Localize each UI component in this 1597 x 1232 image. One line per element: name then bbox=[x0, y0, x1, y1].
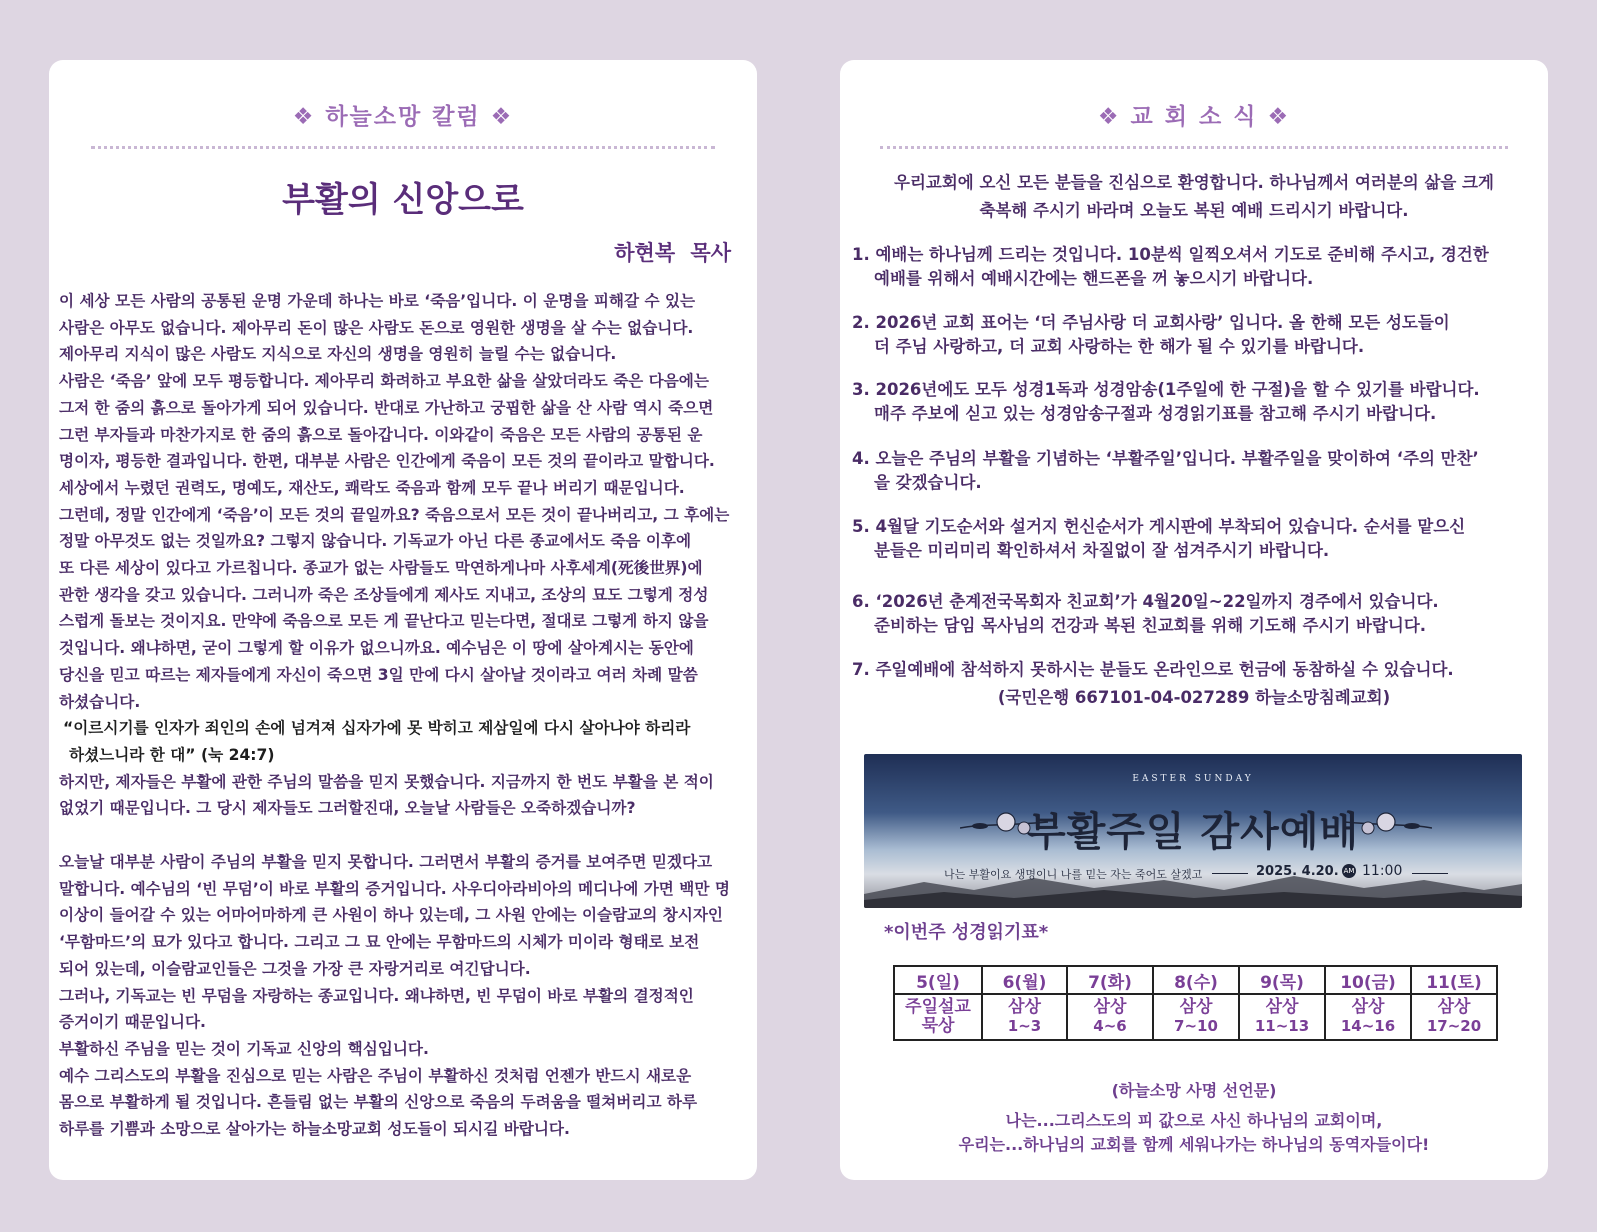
column-heading: ❖ 하늘소망 칼럼 ❖ bbox=[292, 104, 514, 130]
body-line: 되어 있는데, 이슬람교인들은 그것을 가장 큰 자랑거리로 여긴답니다. bbox=[59, 959, 531, 978]
day-cell: 10(금) bbox=[1325, 966, 1411, 994]
body-line: 당신을 믿고 따르는 제자들에게 자신이 죽으면 3일 만에 다시 살아날 것이라고 여러 차례 말씀 bbox=[59, 665, 698, 684]
offering-account: (국민은행 667101-04-027289 하늘소망침례교회) bbox=[997, 688, 1391, 707]
day-cell: 11(토) bbox=[1411, 966, 1497, 994]
mission-statement-line: 나는...그리스도의 피 값으로 사신 하나님의 교회이며, bbox=[1005, 1111, 1383, 1130]
easter-banner bbox=[864, 754, 1522, 908]
notice-item-5: 5. 4월달 기도순서와 설거지 헌신순서가 게시판에 부착되어 있습니다. 순서를 맡으신 분들은 미리미리 확인하셔서 차질없이 잘 섬겨주시기 바랍니다. bbox=[852, 517, 1466, 560]
mission-statement-title: (하늘소망 사명 선언문) bbox=[1111, 1081, 1277, 1100]
reading-cell: 삼상 11~13 bbox=[1239, 994, 1325, 1040]
body-line: 스럽게 돌보는 것이지요. 만약에 죽음으로 모든 게 끝난다고 믿는다면, 절대로 그렇게 하지 않을 bbox=[59, 612, 709, 631]
day-cell: 7(화) bbox=[1067, 966, 1153, 994]
reading-cell: 삼상 7~10 bbox=[1153, 994, 1239, 1040]
body-line: 명이자, 평등한 결과입니다. 한편, 대부분 사람은 인간에게 죽음이 모든 것의 끝이라고 말합니다. bbox=[59, 452, 715, 471]
body-line: 예수 그리스도의 부활을 진심으로 믿는 사람은 주님이 부활하신 것처럼 언젠가 반드시 새로운 bbox=[59, 1066, 692, 1085]
news-heading: ❖ 교 회 소 식 ❖ bbox=[1097, 104, 1291, 130]
day-cell: 8(수) bbox=[1153, 966, 1239, 994]
notice-item-7: 7. 주일예배에 참석하지 못하시는 분들도 온라인으로 헌금에 동참하실 수 있습니다. bbox=[852, 660, 1454, 679]
body-line: 부활하신 주님을 믿는 것이 기독교 신앙의 핵심입니다. bbox=[59, 1039, 429, 1058]
banner-eyebrow: EASTER SUNDAY bbox=[1132, 774, 1254, 784]
reading-cell: 삼상 1~3 bbox=[982, 994, 1067, 1040]
notice-item-2: 2. 2026년 교회 표어는 ‘더 주님사랑 더 교회사랑’ 입니다. 올 한해 모든 성도들이 더 주님 사랑하고, 더 교회 사랑하는 한 해가 될 수 있기를 바랍니다. bbox=[852, 313, 1450, 356]
body-line: 세상에서 누렸던 권력도, 명예도, 재산도, 쾌락도 죽음과 함께 모두 끝나 버리기 때문입니다. bbox=[59, 478, 685, 497]
body-line: 하루를 기쁨과 소망으로 살아가는 하늘소망교회 성도들이 되시길 바랍니다. bbox=[59, 1120, 570, 1139]
column-title: 부활의 신앙으로 bbox=[282, 180, 524, 220]
day-cell: 5(일) bbox=[894, 966, 982, 994]
day-cell: 9(목) bbox=[1239, 966, 1325, 994]
scripture-quote: 하셨느니라 한 대” (눅 24:7) bbox=[69, 745, 275, 764]
body-line: 사람은 아무도 없습니다. 제아무리 돈이 많은 사람도 돈으로 영원한 생명을 살 수는 없습니다. bbox=[59, 318, 694, 337]
notice-item-6: 6. ‘2026년 춘계전국목회자 친교회’가 4월20일~22일까지 경주에서 있습니다. 준비하는 담임 목사님의 건강과 복된 친교회를 위해 기도해 주시기 바랍니다. bbox=[852, 592, 1439, 635]
notice-item-4: 4. 오늘은 주님의 부활을 기념하는 ‘부활주일’입니다. 부활주일을 맞이하여 ‘주의 만찬’ 을 갖겠습니다. bbox=[852, 449, 1479, 492]
body-line: 또 다른 세상이 있다고 가르칩니다. 종교가 없는 사람들도 막연하게나마 사후세계(死後世界)에 bbox=[59, 559, 703, 578]
divider bbox=[880, 146, 1508, 149]
reading-table-title: *이번주 성경읽기표* bbox=[884, 922, 1049, 943]
banner-date: 2025. 4.20. bbox=[1256, 864, 1339, 879]
body-line: 그런데, 정말 인간에게 ‘죽음’이 모든 것의 끝일까요? 죽음으로서 모든 것이 끝나버리고, 그 후에는 bbox=[59, 505, 730, 524]
body-line: 제아무리 지식이 많은 사람도 지식으로 자신의 생명을 영원히 늘릴 수는 없습니다. bbox=[59, 345, 617, 364]
column-panel bbox=[49, 60, 757, 1180]
news-panel bbox=[840, 60, 1548, 1180]
column-body bbox=[59, 288, 751, 1143]
reading-cell: 삼상 14~16 bbox=[1325, 994, 1411, 1040]
body-line: 그저 한 줌의 흙으로 돌아가게 되어 있습니다. 반대로 가난하고 궁핍한 삶을 산 사람 역시 죽으면 bbox=[59, 398, 714, 417]
body-line: 이상이 들어갈 수 있는 어마어마하게 큰 사원이 하나 있는데, 그 사원 안에는 이슬람교의 창시자인 bbox=[59, 906, 723, 925]
banner-time: 11:00 bbox=[1362, 863, 1403, 879]
body-line: 하지만, 제자들은 부활에 관한 주님의 말씀을 믿지 못했습니다. 지금까지 한 번도 부활을 본 적이 bbox=[59, 772, 714, 791]
body-line: 사람은 ‘죽음’ 앞에 모두 평등합니다. 제아무리 화려하고 부요한 삶을 살았더라도 죽은 다음에는 bbox=[59, 372, 709, 391]
bible-reading-table bbox=[893, 965, 1498, 1041]
banner-rule bbox=[1212, 873, 1248, 874]
body-line: 정말 아무것도 없는 것일까요? 그렇지 않습니다. 기독교가 아닌 다른 종교에서도 죽음 이후에 bbox=[59, 532, 692, 551]
body-line: 하셨습니다. bbox=[59, 692, 141, 711]
body-line: 것입니다. 왜냐하면, 굳이 그렇게 할 이유가 없으니까요. 예수님은 이 땅에 살아계시는 동안에 bbox=[59, 639, 694, 658]
banner-rule bbox=[1412, 873, 1448, 874]
body-line: 몸으로 부활하게 될 것입니다. 흔들림 없는 부활의 신앙으로 죽음의 두려움을 떨쳐버리고 하루 bbox=[59, 1093, 698, 1112]
mission-statement-line: 우리는...하나님의 교회를 함께 세워나가는 하나님의 동역자들이다! bbox=[958, 1135, 1430, 1154]
body-line: 그러나, 기독교는 빈 무덤을 자랑하는 종교입니다. 왜냐하면, 빈 무덤이 바로 부활의 결정적인 bbox=[59, 986, 694, 1005]
body-line: 관한 생각을 갖고 있습니다. 그러니까 죽은 조상들에게 제사도 지내고, 조상의 묘도 그렇게 정성 bbox=[59, 585, 709, 604]
divider bbox=[91, 146, 715, 149]
body-line: 말합니다. 예수님의 ‘빈 무덤’이 바로 부활의 증거입니다. 사우디아라비아의 메디나에 가면 백만 명 bbox=[59, 879, 730, 898]
column-author: 하현복 목사 bbox=[614, 241, 731, 265]
notice-item-3: 3. 2026년에도 모두 성경1독과 성경암송(1주일에 한 구절)을 할 수 있기를 바랍니다. 매주 주보에 싣고 있는 성경암송구절과 성경읽기표를 참고해 주시기 바랍니다. bbox=[852, 380, 1480, 423]
body-line: 그런 부자들과 마찬가지로 한 줌의 흙으로 돌아갑니다. 이와같이 죽음은 모든 사람의 공통된 운 bbox=[59, 425, 703, 444]
table-header-row bbox=[894, 966, 1497, 994]
welcome-message: 우리교회에 오신 모든 분들을 진심으로 환영합니다. 하나님께서 여러분의 삶을 크게 축복해 주시기 바라며 오늘도 복된 예배 드리시기 바랍니다. bbox=[894, 173, 1494, 220]
reading-cell: 삼상 4~6 bbox=[1067, 994, 1153, 1040]
am-badge: AM bbox=[1342, 864, 1356, 878]
body-line: 이 세상 모든 사람의 공통된 운명 가운데 하나는 바로 ‘죽음’입니다. 이 운명을 피해갈 수 있는 bbox=[59, 292, 696, 310]
body-line: 오늘날 대부분 사람이 주님의 부활을 믿지 못합니다. 그러면서 부활의 증거를 보여주면 믿겠다고 bbox=[59, 853, 713, 872]
body-line: 증거이기 때문입니다. bbox=[59, 1013, 206, 1032]
reading-cell: 삼상 17~20 bbox=[1411, 994, 1497, 1040]
body-line: ‘무함마드’의 묘가 있다고 합니다. 그리고 그 묘 안에는 무함마드의 시체가 미이라 형태로 보전 bbox=[59, 933, 700, 952]
banner-verse: 나는 부활이요 생명이니 나를 믿는 자는 죽어도 살겠고 bbox=[944, 868, 1203, 881]
notice-item-1: 1. 예배는 하나님께 드리는 것입니다. 10분씩 일찍오셔서 기도로 준비해 주시고, 경건한 예배를 위해서 예배시간에는 핸드폰을 꺼 놓으시기 바랍니다. bbox=[852, 245, 1489, 288]
reading-cell: 주일설교 묵상 bbox=[894, 994, 982, 1040]
banner-title: 부활주일 감사예배 bbox=[1026, 808, 1360, 855]
table-row bbox=[894, 994, 1497, 1040]
day-cell: 6(월) bbox=[982, 966, 1067, 994]
scripture-quote: “이르시기를 인자가 죄인의 손에 넘겨져 십자가에 못 박히고 제삼일에 다시 살아나야 하리라 bbox=[63, 719, 691, 738]
body-line: 없었기 때문입니다. 그 당시 제자들도 그러할진대, 오늘날 사람들은 오죽하겠습니까? bbox=[59, 799, 636, 818]
